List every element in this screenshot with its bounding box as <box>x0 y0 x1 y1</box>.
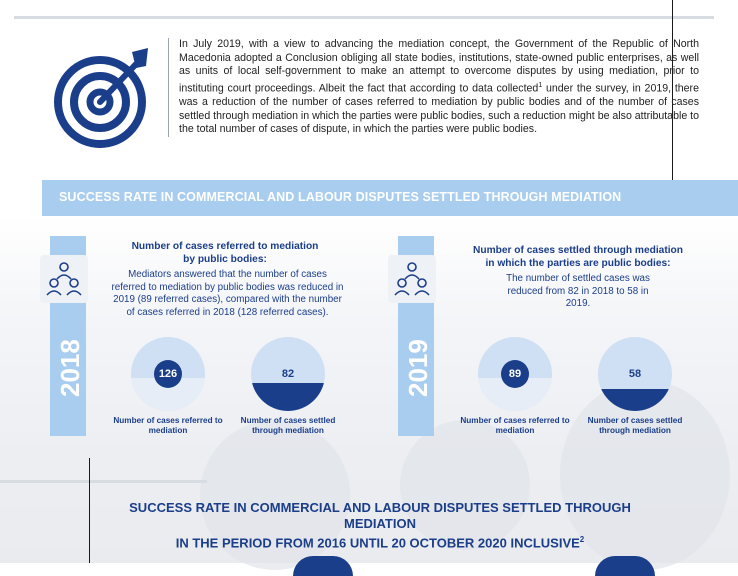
section2-title-line1: SUCCESS RATE IN COMMERCIAL AND LABOUR DISPUTES SETTLED THROUGH MEDIATION <box>129 500 631 531</box>
circle-2019-referred <box>478 337 552 411</box>
circle-fill <box>598 389 672 411</box>
circle-value: 126 <box>154 360 182 388</box>
block-2019-title-line2: in which the parties are public bodies: <box>485 258 671 269</box>
circle-caption: Number of cases settled through mediation <box>240 416 336 435</box>
section2-title <box>100 500 660 551</box>
intro-paragraph <box>168 38 699 137</box>
banner-title: SUCCESS RATE IN COMMERCIAL AND LABOUR DISPUTES SETTLED THROUGH MEDIATION <box>59 190 622 204</box>
circle-value: 89 <box>501 360 529 388</box>
block-2018-title-line1: Number of cases referred to mediation <box>131 241 319 252</box>
block-2018-text: Mediators answered that the number of cases referred to mediation by public bodies was reduced in 2019 (89 referred cases), compared with the number of cases referred in 2018 (128 referred cases). <box>111 269 344 318</box>
section-banner <box>42 180 738 216</box>
people-group-icon <box>388 255 436 303</box>
footnote-mark: 1 <box>538 81 543 89</box>
year-label-2019: 2019 <box>403 339 433 397</box>
intro-text-part2: under the survey, in 2019, there was a reduction of the number of cases referred to mediation by public bodies and of the number of cases settled through mediation in which the parties were public bodies, such a reduction might be also attributable to the total number of cases of dispute, in which the parties were public bodies. <box>179 82 699 136</box>
circle-value: 82 <box>281 368 295 380</box>
circle-value: 58 <box>628 368 642 380</box>
circle-caption: Number of cases referred to mediation <box>113 416 223 435</box>
intro-text-part1: In July 2019, with a view to advancing the mediation concept, the Government of the Republic of North Macedonia adopted a Conclusion obliging all state bodies, institutions, state-owned public enterprises, as well as units of local self-government to make an attempt to overcome disputes by using mediation, prior to instituting court proceedings. Albeit the fact that according to data collected <box>179 38 699 95</box>
top-divider <box>14 16 714 19</box>
block-2019-text: The number of settled cases was reduced from 82 in 2018 to 58 in 2019. <box>506 273 650 310</box>
section2-title-line2: IN THE PERIOD FROM 2016 UNTIL 20 OCTOBER 2020 INCLUSIVE <box>175 535 580 551</box>
section2-title-line2-wrap <box>100 532 660 551</box>
bottom-circle-partial <box>293 556 353 576</box>
block-2019-title <box>458 244 698 270</box>
bottom-circle-partial <box>595 556 655 576</box>
target-arrow-icon <box>50 40 160 150</box>
block-2018-title <box>105 240 345 266</box>
circle-caption: Number of cases settled through mediation <box>587 416 683 435</box>
circle-caption: Number of cases referred to mediation <box>460 416 570 435</box>
circle-2018-settled <box>251 337 325 411</box>
people-group-icon <box>40 255 88 303</box>
circle-2019-settled <box>598 337 672 411</box>
year-label-2018: 2018 <box>55 339 85 397</box>
block-2018-title-line2: by public bodies: <box>183 254 267 265</box>
circle-2018-referred <box>131 337 205 411</box>
block-2019-title-line1: Number of cases settled through mediation <box>472 245 683 256</box>
footnote-mark: 2 <box>579 535 585 544</box>
bottom-left-line <box>89 458 90 563</box>
mid-divider <box>0 480 207 483</box>
